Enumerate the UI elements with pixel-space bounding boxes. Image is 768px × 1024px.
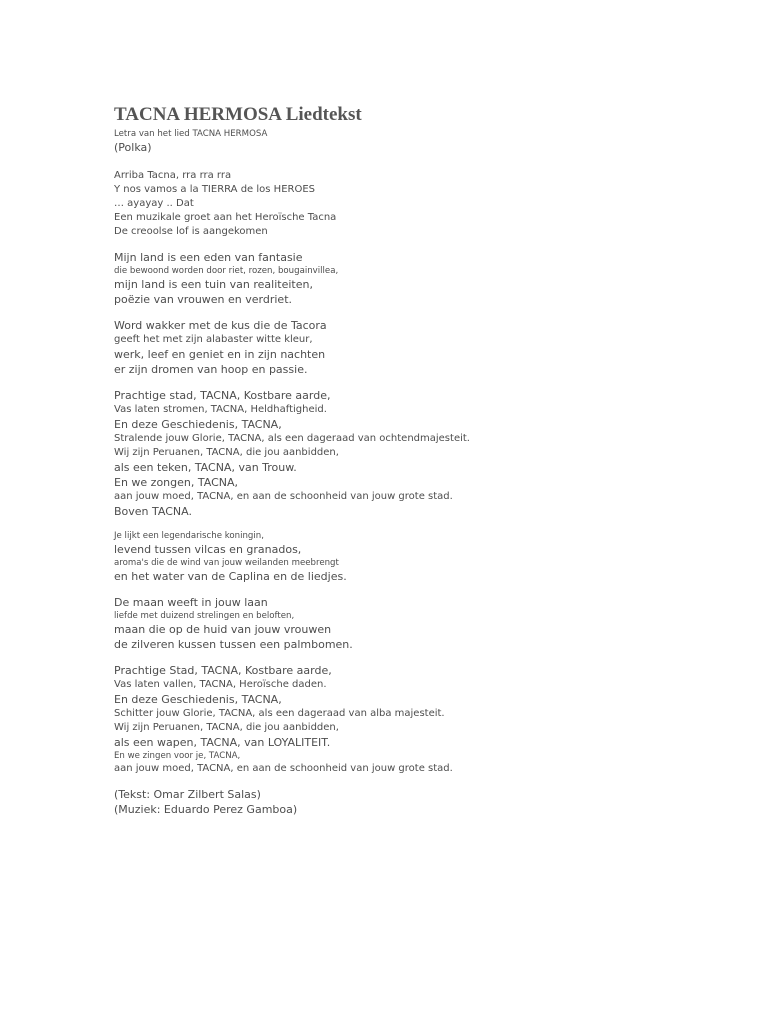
lyric-line: Stralende jouw Glorie, TACNA, als een dageraad van ochtendmajesteit. — [114, 433, 470, 444]
stanza — [114, 169, 734, 239]
lyric-line: liefde met duizend strelingen en beloften, — [114, 611, 295, 621]
lyric-line: Mijn land is een eden van fantasie — [114, 251, 303, 264]
lyric-line: (Muziek: Eduardo Perez Gamboa) — [114, 803, 298, 816]
lyric-line: als een teken, TACNA, van Trouw. — [114, 461, 297, 474]
subtitle: Letra van het lied TACNA HERMOSA — [114, 129, 268, 139]
stanza — [114, 388, 734, 519]
lyric-line: … ayayay .. Dat — [114, 198, 194, 209]
lyric-line: De maan weeft in jouw laan — [114, 596, 268, 609]
lyric-line: als een wapen, TACNA, van LOYALITEIT. — [114, 736, 331, 749]
lyric-line: Wij zijn Peruanen, TACNA, die jou aanbidden, — [114, 447, 339, 458]
lyric-line: Y nos vamos a la TIERRA de los HEROES — [114, 184, 315, 195]
stanza — [114, 787, 734, 817]
stanza — [114, 595, 734, 652]
lyric-line: Vas laten vallen, TACNA, Heroïsche daden. — [114, 679, 327, 690]
stanza — [114, 318, 734, 377]
lyrics-body — [114, 169, 734, 817]
lyric-line: aan jouw moed, TACNA, en aan de schoonheid van jouw grote stad. — [114, 763, 453, 774]
lyric-line: de zilveren kussen tussen een palmbomen. — [114, 638, 353, 651]
page-title: TACNA HERMOSA Liedtekst — [114, 104, 362, 125]
lyric-line: En deze Geschiedenis, TACNA, — [114, 418, 282, 431]
lyric-line: En we zongen, TACNA, — [114, 476, 238, 489]
lyric-line: En we zingen voor je, TACNA, — [114, 751, 241, 761]
lyric-line: poëzie van vrouwen en verdriet. — [114, 293, 292, 306]
genre-label: (Polka) — [114, 141, 152, 154]
lyric-line: Arriba Tacna, rra rra rra — [114, 170, 232, 181]
lyric-line: De creoolse lof is aangekomen — [114, 226, 268, 237]
lyric-line: aan jouw moed, TACNA, en aan de schoonheid van jouw grote stad. — [114, 491, 453, 502]
lyric-line: Boven TACNA. — [114, 505, 192, 518]
lyric-line: Je lijkt een legendarische koningin, — [114, 531, 264, 541]
lyric-line: er zijn dromen van hoop en passie. — [114, 363, 308, 376]
lyric-line: mijn land is een tuin van realiteiten, — [114, 278, 313, 291]
lyric-line: (Tekst: Omar Zilbert Salas) — [114, 788, 261, 801]
stanza — [114, 250, 734, 307]
lyric-line: geeft het met zijn alabaster witte kleur, — [114, 334, 313, 345]
lyric-line: Vas laten stromen, TACNA, Heldhaftigheid. — [114, 404, 327, 415]
lyric-line: Word wakker met de kus die de Tacora — [114, 319, 327, 332]
lyric-line: Prachtige Stad, TACNA, Kostbare aarde, — [114, 664, 332, 677]
stanza — [114, 663, 734, 776]
lyric-line: Een muzikale groet aan het Heroïsche Tacna — [114, 212, 337, 223]
lyric-line: maan die op de huid van jouw vrouwen — [114, 623, 332, 636]
lyric-line: levend tussen vilcas en granados, — [114, 543, 302, 556]
lyric-line: aroma's die de wind van jouw weilanden meebrengt — [114, 558, 339, 568]
stanza — [114, 530, 734, 584]
lyrics-document — [114, 104, 734, 828]
lyric-line: en het water van de Caplina en de liedjes. — [114, 570, 347, 583]
lyric-line: Wij zijn Peruanen, TACNA, die jou aanbidden, — [114, 722, 339, 733]
lyric-line: Schitter jouw Glorie, TACNA, als een dageraad van alba majesteit. — [114, 708, 445, 719]
lyric-line: Prachtige stad, TACNA, Kostbare aarde, — [114, 389, 331, 402]
lyric-line: En deze Geschiedenis, TACNA, — [114, 693, 282, 706]
lyric-line: werk, leef en geniet en in zijn nachten — [114, 348, 326, 361]
lyric-line: die bewoond worden door riet, rozen, bougainvillea, — [114, 266, 339, 276]
